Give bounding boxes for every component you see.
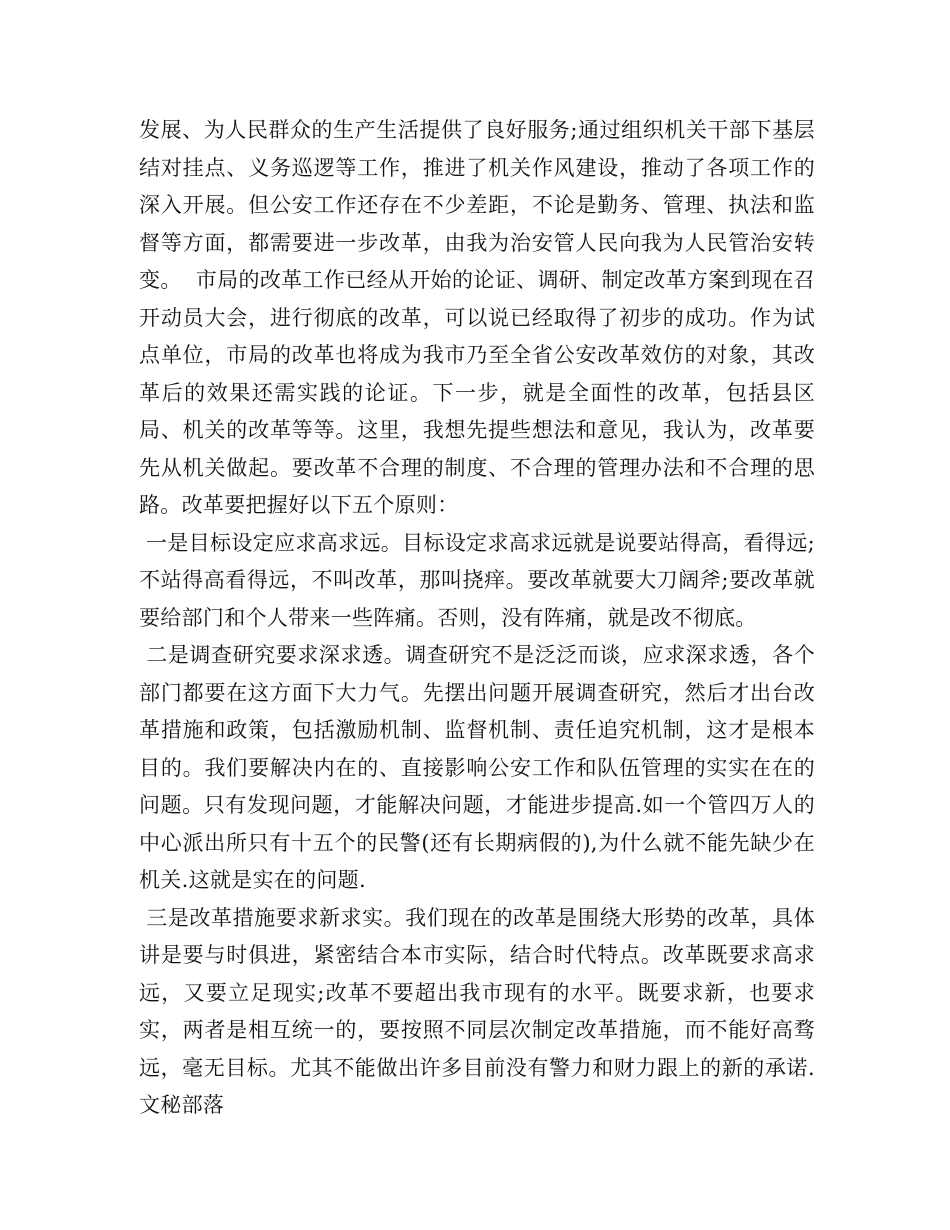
paragraph-principle-one: 一是目标设定应求高求远。目标设定求高求远就是说要站得高，看得远;不站得高看得远，不叫改革，那叫挠痒。要改革就要大刀阔斧;要改革就要给部门和个人带来一些阵痛。否则，没有阵痛，就是改不彻底。 [139,530,815,630]
paragraph-principle-two: 二是调查研究要求深求透。调查研究不是泛泛而谈，应求深求透，各个部门都要在这方面下大力气。先摆出问题开展调查研究，然后才出台改革措施和政策，包括激励机制、监督机制、责任追究机制，这才是根本目的。我们要解决内在的、直接影响公安工作和队伍管理的实实在在的问题。只有发现问题，才能解决问题，才能进步提高.如一个管四万人的中心派出所只有十五个的民警(还有长期病假的),为什么就不能先缺少在机关.这就是实在的问题. [139,643,815,892]
paragraph-intro: 发展、为人民群众的生产生活提供了良好服务;通过组织机关干部下基层结对挂点、义务巡逻等工作，推进了机关作风建设，推动了各项工作的深入开展。但公安工作还存在不少差距，不论是勤务、管理、执法和监督等方面，都需要进一步改革，由我为治安管人民向我为人民管治安转变。 市局的改革工作已经从开始的论证、调研、制定改革方案到现在召开动员大会，进行彻底的改革，可以说已经取得了初步的成功。作为试点单位，市局的改革也将成为我市乃至全省公安改革效仿的对象，其改革后的效果还需实践的论证。下一步，就是全面性的改革，包括县区局、机关的改革等等。这里，我想先提些想法和意见，我认为，改革要先从机关做起。要改革不合理的制度、不合理的管理办法和不合理的思路。改革要把握好以下五个原则： [139,118,815,517]
paragraph-principle-three: 三是改革措施要求新求实。我们现在的改革是围绕大形势的改革，具体讲是要与时俱进，紧密结合本市实际，结合时代特点。改革既要求高求远，又要立足现实;改革不要超出我市现有的水平。既要求新，也要求实，两者是相互统一的，要按照不同层次制定改革措施，而不能好高骛远，毫无目标。尤其不能做出许多目前没有警力和财力跟上的新的承诺.文秘部落 [139,905,815,1117]
document-body [139,112,815,1125]
